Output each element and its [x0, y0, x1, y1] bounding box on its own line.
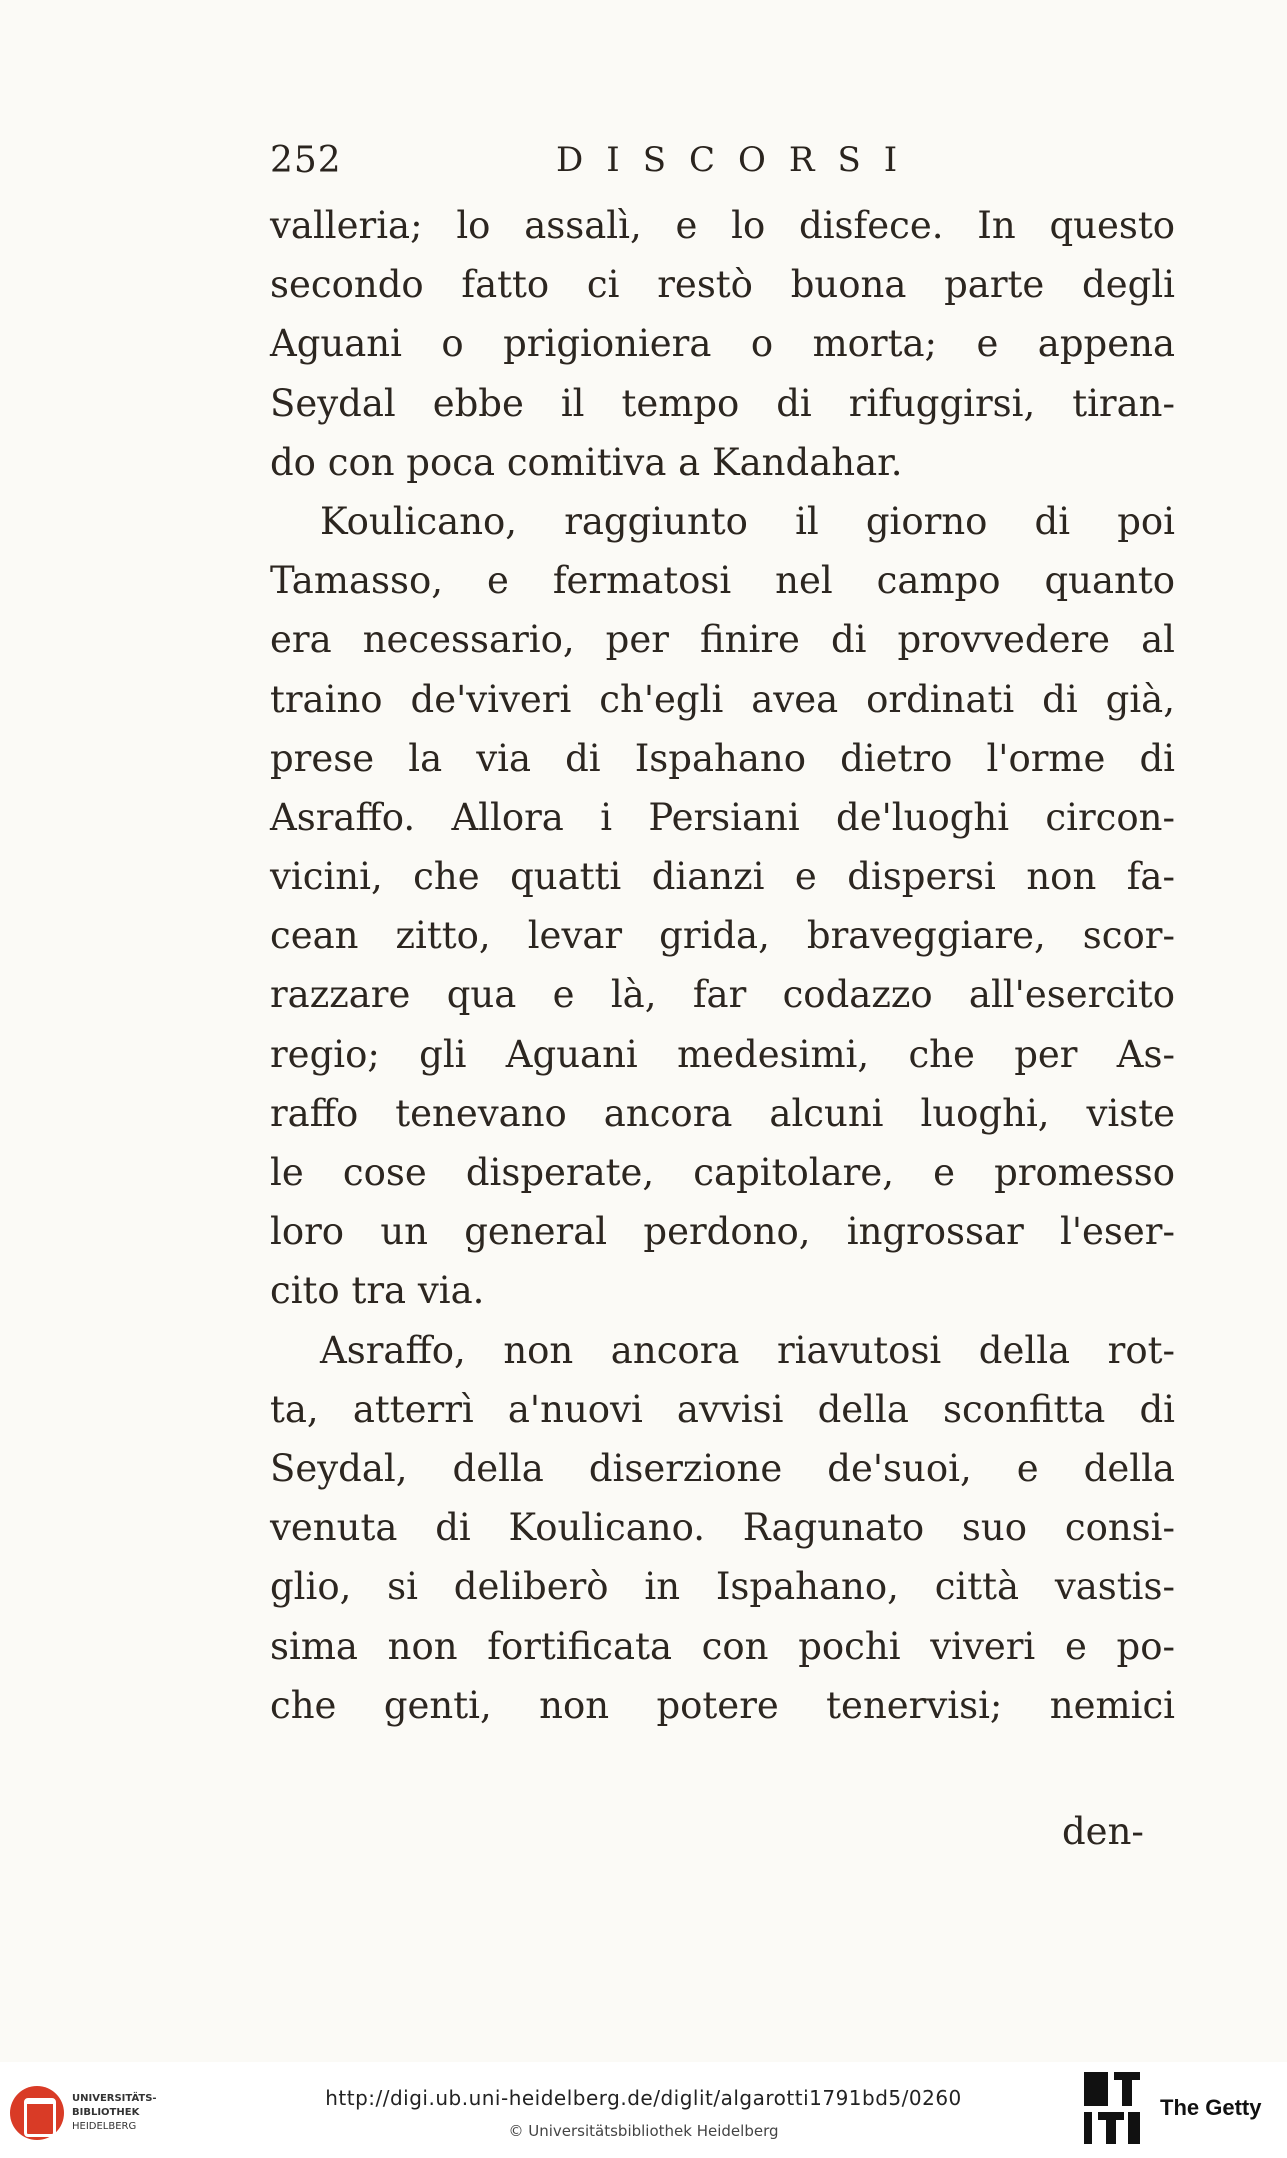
text-line: era necessario, per finire di provvedere al: [270, 618, 1175, 662]
partner-name: The Getty: [1160, 2095, 1262, 2120]
text-line: loro un general perdono, ingrossar l'eser-: [270, 1210, 1175, 1254]
text-line: Asraffo, non ancora riavutosi della rot-: [320, 1328, 1175, 1372]
text-line: Asraffo. Allora i Persiani de'luoghi circon-: [270, 795, 1175, 839]
text-line: razzare qua e là, far codazzo all'esercito: [270, 973, 1175, 1017]
text-line: Koulicano, raggiunto il giorno di poi: [320, 499, 1175, 543]
text-line: le cose disperate, capitolare, e promesso: [270, 1151, 1175, 1194]
text-line: raffo tenevano ancora alcuni luoghi, viste: [270, 1091, 1175, 1135]
text-line: regio; gli Aguani medesimi, che per As-: [270, 1032, 1175, 1076]
text-line: traino de'viveri ch'egli avea ordinati di già,: [270, 677, 1175, 721]
text-line: prese la via di Ispahano dietro l'orme di: [270, 736, 1175, 780]
body-text: [270, 196, 1175, 1735]
catchword: den-: [1062, 1810, 1144, 1853]
text-line: cean zitto, levar grida, braveggiare, scor-: [270, 914, 1175, 958]
library-name-line: BIBLIOTHEK: [72, 2107, 140, 2118]
running-title: DISCORSI: [556, 140, 921, 180]
text-line: venuta di Koulicano. Ragunato suo consi-: [270, 1506, 1175, 1550]
text-line: vicini, che quatti dianzi e dispersi non fa-: [270, 855, 1175, 899]
text-line: secondo fatto ci restò buona parte degli: [270, 263, 1175, 307]
text-line: valleria; lo assalì, e lo disfece. In questo: [270, 204, 1175, 247]
copyright-notice: © Universitätsbibliothek Heidelberg: [508, 2122, 779, 2140]
text-line: Seydal ebbe il tempo di rifuggirsi, tiran-: [270, 381, 1175, 425]
running-head: [270, 140, 921, 190]
getty-logo-icon[interactable]: [1084, 2072, 1140, 2144]
text-line: Seydal, della diserzione de'suoi, e della: [270, 1446, 1175, 1490]
permalink-url[interactable]: http://digi.ub.uni-heidelberg.de/diglit/algarotti1791bd5/0260: [325, 2086, 962, 2110]
text-line: cito tra via.: [270, 1269, 485, 1313]
text-line: sima non fortificata con pochi viveri e po-: [270, 1624, 1175, 1668]
text-line: Aguani o prigioniera o morta; e appena: [270, 322, 1175, 366]
text-line: ta, atterrì a'nuovi avvisi della sconfitta di: [270, 1387, 1175, 1431]
text-line: glio, si deliberò in Ispahano, città vastis-: [270, 1565, 1175, 1609]
page-number: 252: [270, 140, 342, 181]
text-line: do con poca comitiva a Kandahar.: [270, 440, 903, 484]
library-name-line: UNIVERSITÄTS-: [72, 2093, 157, 2104]
library-name-line: HEIDELBERG: [72, 2121, 137, 2132]
viewer-footer: [0, 2062, 1287, 2158]
text-line: Tamasso, e fermatosi nel campo quanto: [270, 559, 1175, 603]
text-line: che genti, non potere tenervisi; nemici: [270, 1683, 1175, 1727]
